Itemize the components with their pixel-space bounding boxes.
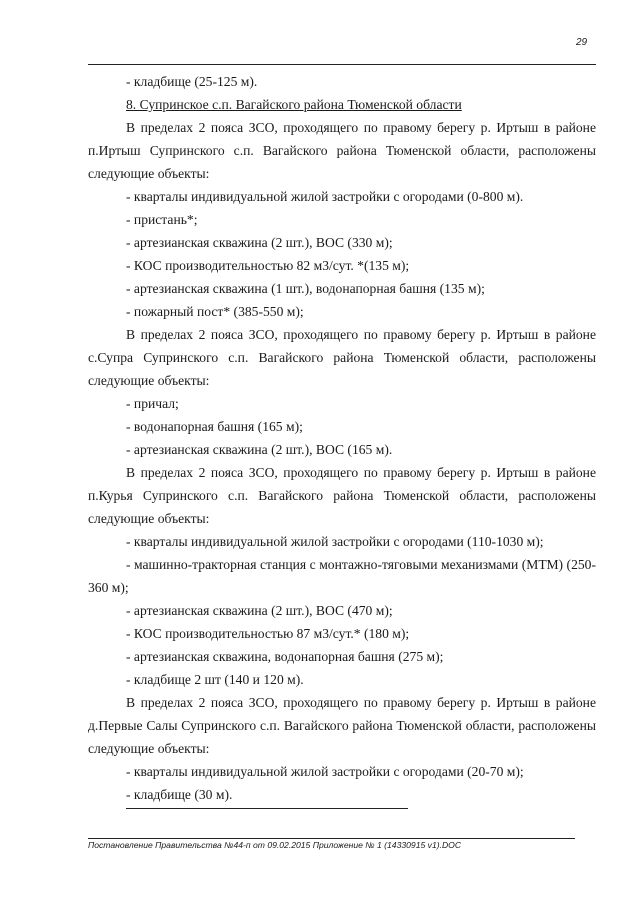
paragraph-line: В пределах 2 пояса ЗСО, проходящего по правому берегу р. Иртыш в районе <box>126 327 596 342</box>
paragraph-line: д.Первые Салы Супринского с.п. Вагайского района Тюменской области, расположены <box>88 718 596 733</box>
list-item: - КОС производительностью 87 м3/сут.* (180 м); <box>126 626 410 641</box>
paragraph-line: следующие объекты: <box>88 373 210 388</box>
list-item: - артезианская скважина (1 шт.), водонапорная башня (135 м); <box>126 281 485 296</box>
footnote-separator <box>126 808 408 809</box>
list-item: - кварталы индивидуальной жилой застройки с огородами (0-800 м). <box>126 189 524 204</box>
list-item: - артезианская скважина (2 шт.), ВОС (330 м); <box>126 235 393 250</box>
list-item-continuation: 360 м); <box>88 580 129 595</box>
list-item: - пожарный пост* (385-550 м); <box>126 304 304 319</box>
list-item: - кладбище 2 шт (140 и 120 м). <box>126 672 304 687</box>
list-item: - артезианская скважина, водонапорная башня (275 м); <box>126 649 444 664</box>
list-item: - кладбище (30 м). <box>126 787 233 802</box>
footer-rule <box>88 838 575 839</box>
list-item: - пристань*; <box>126 212 198 227</box>
paragraph-line: п.Курья Супринского с.п. Вагайского района Тюменской области, расположены <box>88 488 596 503</box>
paragraph-line: следующие объекты: <box>88 166 210 181</box>
paragraph-line: В пределах 2 пояса ЗСО, проходящего по правому берегу р. Иртыш в районе <box>126 695 596 710</box>
list-item: - артезианская скважина (2 шт.), ВОС (470 м); <box>126 603 393 618</box>
paragraph-line: следующие объекты: <box>88 511 210 526</box>
paragraph-line: В пределах 2 пояса ЗСО, проходящего по правому берегу р. Иртыш в районе <box>126 120 596 135</box>
page-number: 29 <box>576 37 588 48</box>
list-item: - кладбище (25-125 м). <box>126 74 258 89</box>
list-item: - кварталы индивидуальной жилой застройки с огородами (110-1030 м); <box>126 534 544 549</box>
paragraph-line: п.Иртыш Супринского с.п. Вагайского района Тюменской области, расположены <box>88 143 596 158</box>
list-item: - кварталы индивидуальной жилой застройки с огородами (20-70 м); <box>126 764 524 779</box>
list-item: - артезианская скважина (2 шт.), ВОС (165 м). <box>126 442 393 457</box>
header-rule <box>88 64 596 65</box>
list-item: - водонапорная башня (165 м); <box>126 419 303 434</box>
document-footer: Постановление Правительства №44-п от 09.02.2015 Приложение № 1 (14330915 v1).DOC <box>88 840 462 850</box>
list-item: - машинно-тракторная станция с монтажно-тяговыми механизмами (МТМ) (250- <box>126 557 596 572</box>
list-item: - причал; <box>126 396 179 411</box>
section-heading: 8. Супринское с.п. Вагайского района Тюменской области <box>126 97 462 112</box>
paragraph-line: следующие объекты: <box>88 741 210 756</box>
paragraph-line: с.Супра Супринского с.п. Вагайского района Тюменской области, расположены <box>88 350 596 365</box>
list-item: - КОС производительностью 82 м3/сут. *(135 м); <box>126 258 410 273</box>
paragraph-line: В пределах 2 пояса ЗСО, проходящего по правому берегу р. Иртыш в районе <box>126 465 596 480</box>
